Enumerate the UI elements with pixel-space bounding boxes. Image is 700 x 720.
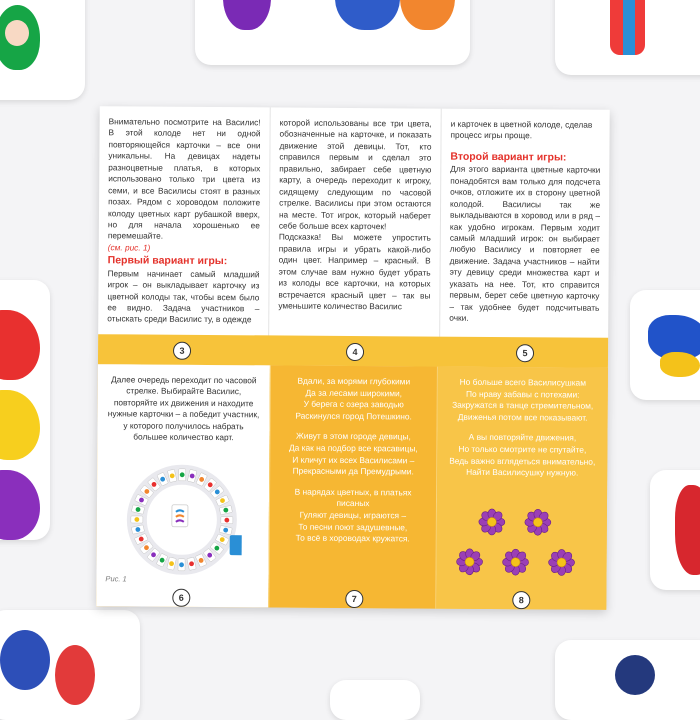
figure-reference: (см. рис. 1) — [107, 242, 151, 253]
first-variant-heading: Первый вариант игры: — [107, 254, 228, 268]
flower-icon — [523, 507, 553, 537]
poem-stanza: Но больше всего Василисушкам По нраву забавы с потехами: Закружатся в танце стремительном, Движенья потом все показывают. — [452, 376, 594, 423]
page-8 — [436, 367, 608, 610]
poem-stanza: В нарядах цветных, в платьях писаных Гуляют девицы, играются – То песни поют задушевные, То всё в хороводах кружатся. — [294, 486, 412, 544]
page-number-band — [98, 334, 608, 368]
background-card — [555, 0, 700, 75]
page-4 — [268, 107, 442, 353]
flower-icon — [500, 547, 530, 577]
background-card — [0, 0, 85, 100]
page-7 — [268, 365, 438, 608]
background-card — [330, 680, 420, 720]
rules-booklet — [96, 106, 609, 610]
page-6 — [96, 364, 270, 607]
second-variant-heading: Второй вариант игры: — [450, 150, 567, 164]
background-card — [0, 610, 140, 720]
page-3 — [98, 106, 270, 352]
poem-stanza: А вы повторяйте движения, Но только смотрите не спутайте, Ведь важно вглядеться внимательно, Найти Василисушку нужную. — [449, 432, 596, 478]
figure-caption: Рис. 1 — [105, 573, 127, 584]
page-number-8: 8 — [512, 591, 530, 609]
page-3-intro: Внимательно посмотрите на Василис! В этой колоде нет ни одной повторяющейся карточки – все они уникальны. На девицах надеты разноцветные платья, в которых использовано только три цвета из семи, и все Василисы стоят в разных позах. Рядом с хороводом положите колоду цветных карт рубашкой вверх, но для начала хорошенько ее перемешайте. — [107, 116, 261, 242]
background-card — [650, 470, 700, 590]
background-card — [630, 290, 700, 400]
page-5-intro: и карточек в цветной колоде, сделав процесс игры проще. — [450, 118, 593, 141]
background-card — [0, 280, 50, 540]
page-number-5: 5 — [516, 344, 534, 362]
page-number-6: 6 — [172, 589, 190, 607]
background-card — [195, 0, 470, 65]
page-number-3: 3 — [173, 342, 191, 360]
page-5-rules: Для этого варианта цветные карточки понадобятся вам только для подсчета очков, отложите их в сторону цветной колодой. Василисы так же выкладываются в хоровод или в ряд – как удобно игрокам. Первым ходит самый младший игрок: он выбирает любую Василису и повторяет ее движение. Задача участников – найти эту девицу среди множества карт и указать на нее. Тот, кто справится первым, берет себе цветную карточку – так удобнее будет подсчитывать очки. — [449, 164, 601, 323]
page-5 — [440, 109, 610, 355]
page-4-text: которой использованы все три цвета, обозначенные на карточке, и показать движение этой девицы. Тот, кто справился первым и сделал это правильно, забирает себе цветную карту, а очередь переходит к игроку, сидящему следующим по часовой стрелке. Василисы при этом остаются на месте. Тот игрок, который наберет себе больше всех карточек! — [278, 117, 432, 232]
page-3-rules: Первым начинает самый младший игрок – он выкладывает карточку из цветной колоды так, чтобы всем было ее видно. Задача участников – отыскать среди Василис ту, в одежде — [107, 268, 260, 325]
background-card — [555, 640, 700, 720]
poem-stanza: Вдали, за морями глубокими Да за лесами широкими, У берега с озера заводью Раскинулся город Потешкино. — [295, 375, 412, 422]
flower-icon — [546, 547, 576, 577]
page-number-4: 4 — [346, 343, 364, 361]
poem-stanza: Живут в этом городе девицы, Да как на подбор все красавицы, И кличут их всех Василисами – Прекрасными да Премудрыми. — [288, 430, 418, 477]
flower-icon — [454, 547, 484, 577]
page-6-text: Далее очередь переходит по часовой стрелке. Выбирайте Василис, повторяйте их движения и находите нужные карточки – а победит участник, у которого получилось набрать большее количество карт. — [107, 374, 260, 443]
page-4-hint: Подсказка! Вы можете упростить правила игры и убрать какой-либо один цвет. Например – красный. В этом случае вам нужно будет убрать из колоды все карточки, на которых встречается красный цвет – так вы уменьшите количество Василис — [278, 231, 431, 312]
page-number-7: 7 — [345, 590, 363, 608]
card-circle-illustration — [121, 459, 242, 580]
flower-icon — [477, 507, 507, 537]
